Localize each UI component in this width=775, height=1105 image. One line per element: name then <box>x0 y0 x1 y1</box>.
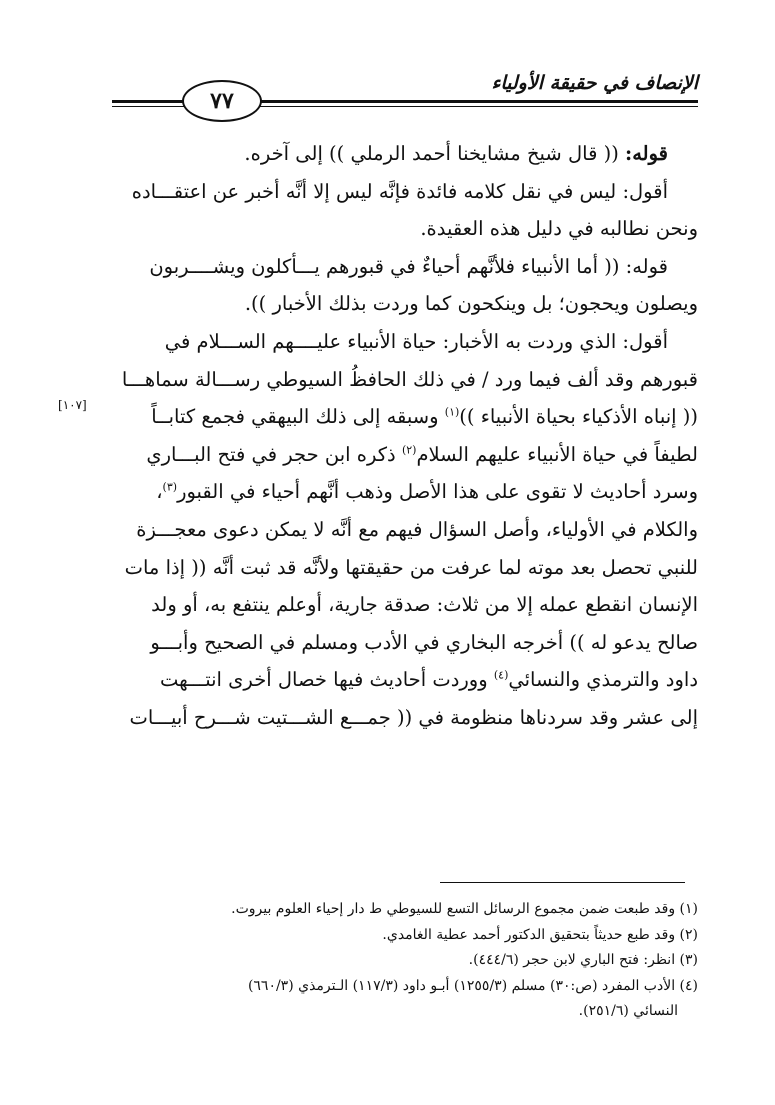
footnote-ref-3: (٣) <box>162 480 178 494</box>
line-text: (( إنباه الأذكياء بحياة الأنبياء )) <box>459 405 698 429</box>
line-text: وسرد أحاديث لا تقوى على هذا الأصل وذهب أنَّهم أحياء في القبور <box>177 480 698 504</box>
footnote-ref-4: (٤) <box>493 668 509 682</box>
footnote-3: (٣) انظر: فتح الباري لابن حجر (٤٤٤/٦). <box>468 952 698 968</box>
paragraph-4-line-2: قبورهم وقد ألف فيما ورد / في ذلك الحافظُ السيوطي رســـالة سماهـــا <box>121 367 698 391</box>
paragraph-2-line-2: ونحن نطالبه في دليل هذه العقيدة. <box>420 217 698 241</box>
main-text <box>112 135 698 737</box>
page-header <box>112 68 698 118</box>
paragraph-4-line-8: الإنسان انقطع عمله إلا من ثلاث: صدقة جارية، أوعلم ينتفع به، أو ولد <box>151 593 698 617</box>
footnote-ref-1: (١) <box>444 405 460 419</box>
paragraph-4-line-6: والكلام في الأولياء، وأصل السؤال فيهم مع أنَّه لا يمكن دعوى معجـــزة <box>136 517 698 541</box>
paragraph-4-line-3 <box>112 398 698 436</box>
footnotes <box>112 897 698 1025</box>
line-text: لطيفاً في حياة الأنبياء عليهم السلام <box>416 442 698 466</box>
paragraph-3-line-1: قوله: (( أما الأنبياء فلأنَّهم أحياءٌ في قبورهم يـــأكلون ويشــــربون <box>149 254 668 278</box>
footnote-1: (١) وقد طبعت ضمن مجموع الرسائل التسع للسيوطي ط دار إحياء العلوم بيروت. <box>231 901 698 917</box>
paragraph-1-line-1 <box>112 135 698 173</box>
footnote-ref-2: (٢) <box>401 443 417 457</box>
footnote-4-continued: النسائي (٢٥١/٦). <box>578 1003 678 1019</box>
paragraph-4-line-10 <box>112 661 698 699</box>
footnote-2: (٢) وقد طبع حديثاً بتحقيق الدكتور أحمد عطية الغامدي. <box>382 926 698 943</box>
line-text: وسبقه إلى ذلك البيهقي فجمع كتابــاً <box>151 405 445 429</box>
line-text: ووردت أحاديث فيها خصال أخرى انتـــهت <box>159 668 494 692</box>
footnote-4: (٤) الأدب المفرد (ص:٣٠) مسلم (١٢٥٥/٣) أبـو داود (١١٧/٣) الـترمذي (٦٦٠/٣) <box>247 977 698 994</box>
paragraph-4-line-9: صالح يدعو له )) أخرجه البخاري في الأدب ومسلم في الصحيح وأبـــو <box>150 630 698 654</box>
paragraph-4-line-1: أقول: الذي وردت به الأخبار: حياة الأنبياء عليــــهم الســـلام في <box>164 329 668 353</box>
margin-reference: [١٠٧] <box>58 398 87 412</box>
footnote-separator <box>440 882 685 883</box>
paragraph-4-line-7: للنبي تحصل بعد موته لما عرفت من حقيقتها ولأنَّه قد ثبت أنَّه (( إذا مات <box>124 555 698 579</box>
paragraph-lead: قوله: <box>625 142 668 165</box>
running-title: الإنصاف في حقيقة الأولياء <box>491 72 698 94</box>
paragraph-text: (( قال شيخ مشايخنا أحمد الرملي )) إلى آخره. <box>244 142 625 165</box>
line-text: ، <box>156 480 163 504</box>
page-number: ٧٧ <box>182 80 262 122</box>
line-text: داود والترمذي والنسائي <box>508 668 698 692</box>
paragraph-4-line-11: إلى عشر وقد سردناها منظومة في (( جمـــع الشـــتيت شـــرح أبيـــات <box>129 705 698 729</box>
line-text: ذكره ابن حجر في فتح البـــاري <box>146 442 402 466</box>
paragraph-2-line-1: أقول: ليس في نقل كلامه فائدة فإنَّه ليس إلا أنَّه أخبر عن اعتقـــاده <box>131 179 668 203</box>
paragraph-3-line-2: ويصلون ويحجون؛ بل وينكحون كما وردت بذلك الأخبار )). <box>244 292 698 316</box>
paragraph-4-line-5 <box>112 473 698 511</box>
paragraph-4-line-4 <box>112 436 698 474</box>
